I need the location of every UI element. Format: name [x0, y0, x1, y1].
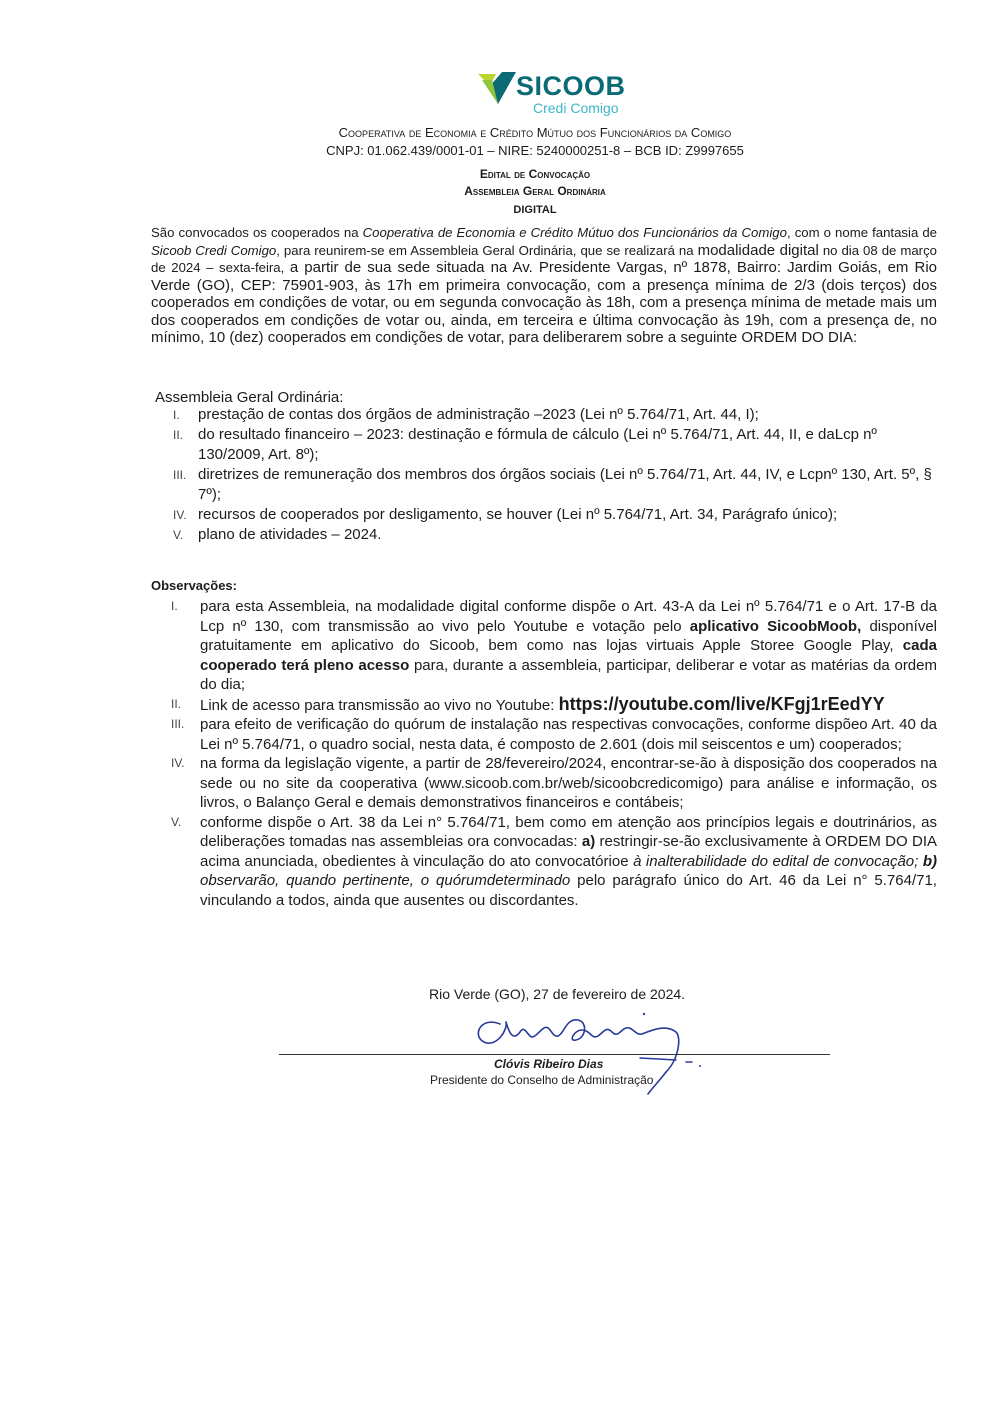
intro-part: , para reunirem-se em Assembleia Geral Ordinária, que se realizará na	[276, 242, 698, 258]
agenda-title: Assembleia Geral Ordinária:	[155, 389, 344, 406]
access-emphasis: cada cooperado terá pleno acesso	[200, 637, 937, 674]
agenda-item-text: recursos de cooperados por desligamento, se houver (Lei nº 5.764/71, Art. 34, Parágrafo único);	[198, 506, 838, 523]
assembly-mode: DIGITAL	[513, 204, 557, 216]
observation-number: IV.	[171, 756, 185, 770]
observation-text: pelo parágrafo único do Art. 46 da Lei n° 5.764/71, vinculando a todos, ainda que ausentes ou discordantes.	[200, 872, 937, 909]
convocation-paragraph	[151, 224, 937, 347]
date-location: Rio Verde (GO), 27 de fevereiro de 2024.	[429, 986, 686, 1002]
coop-name-header: Cooperativa de Economia e Crédito Mútuo dos Funcionários da Comigo	[338, 125, 732, 140]
agenda-item-text: diretrizes de remuneração dos membros dos órgãos sociais (Lei nº 5.764/71, Art. 44, IV, e Lcpnº 130, Art. 5º, § 7º);	[198, 466, 932, 503]
observation-number: I.	[171, 599, 178, 613]
sicoob-symbol-icon	[478, 72, 518, 106]
agenda-item	[155, 505, 941, 525]
edital-title: Edital de Convocação	[479, 167, 591, 181]
logo-subtitle: Credi Comigo	[533, 100, 619, 116]
observation-item	[151, 597, 937, 695]
agenda-item-number: IV.	[173, 508, 187, 522]
agenda-item	[155, 425, 941, 465]
intro-part: , com o nome fantasia de	[786, 225, 938, 240]
observation-text: para esta Assembleia, na modalidade digital conforme dispõe o Art. 43-A da Lei nº 5.764/71 e o Art. 17-B da Lcp nº 130, com transmissão ao vivo pelo Youtube e votação pelo	[200, 598, 937, 635]
observations-list	[151, 597, 937, 910]
observation-text: disponível gratuitamente em aplicativo do Sicoob, bem como nas lojas virtuais Apple Storee Google Play,	[200, 617, 937, 654]
agenda-item	[155, 465, 941, 505]
agenda-item	[155, 525, 941, 545]
agenda-item-number: III.	[173, 468, 187, 482]
observation-number: III.	[171, 717, 185, 731]
coop-registration: CNPJ: 01.062.439/0001-01 – NIRE: 5240000251-8 – BCB ID: Z9997655	[326, 143, 744, 158]
app-name: aplicativo SicoobMoob,	[689, 617, 862, 635]
intro-part: São convocados os cooperados na	[151, 225, 363, 240]
observation-text: para efeito de verificação do quórum de instalação nas respectivas convocações, conforme dispõeo Art. 40 da Lei nº 5.764/71, o quadro social, nesta data, é composto de 2.601 (dois mil seiscentos e um) cooperados;	[200, 716, 937, 753]
clause-b-marker: b)	[922, 852, 938, 870]
agenda-item-number: I.	[173, 408, 180, 422]
observations-title: Observações:	[151, 578, 237, 593]
observation-number: V.	[171, 814, 182, 829]
observation-item	[151, 754, 937, 813]
observation-item	[151, 695, 937, 716]
observation-text: Link de acesso para transmissão ao vivo no Youtube:	[200, 696, 559, 714]
observation-text: para, durante a assembleia, participar, deliberar e votar as matérias da ordem do dia;	[200, 656, 937, 693]
observation-text: restringir-se-ão exclusivamente à ORDEM DO DIA acima anunciada, obedientes à vinculação do ato convocatórioe	[200, 833, 937, 870]
agenda-item	[155, 405, 941, 425]
coop-name: Cooperativa de Economia e Crédito Mútuo dos Funcionários da Comigo	[362, 225, 787, 240]
signer-role: Presidente do Conselho de Administração	[430, 1073, 654, 1087]
clause-a-marker: a)	[581, 833, 596, 850]
agenda-list	[155, 405, 941, 545]
intro-part: no dia 08 de março de 2024 – sexta-feira,	[151, 242, 937, 275]
signature-line	[279, 1054, 830, 1055]
fantasy-name: Sicoob Credi Comigo	[151, 242, 277, 258]
agenda-item-number: II.	[173, 428, 184, 442]
observation-italic-text: observarão, quando pertinente, o quórumdeterminado	[200, 872, 571, 889]
mode-text: modalidade digital	[697, 241, 819, 259]
observation-text: conforme dispõe o Art. 38 da Lei n° 5.764/71, bem como em atenção aos princípios legais e doutrinários, as deliberações tomadas nas assembleias ora convocadas:	[200, 813, 937, 850]
logo-brand: SICOOB	[516, 71, 626, 101]
agenda-item-text: do resultado financeiro – 2023: destinação e fórmula de cálculo (Lei nº 5.764/71, Art. 44, II, e daLcp nº 130/2009, Art. 8º);	[198, 426, 877, 463]
observation-item	[151, 813, 937, 911]
observation-text: na forma da legislação vigente, a partir de 28/fevereiro/2024, encontrar-se-ão à disposição dos cooperados na sede ou no site da cooperativa (www.sicoob.com.br/web/sicoobcredicomigo) para análise e informação, os livros, o Balanço Geral e demais demonstrativos financeiros e contábeis;	[200, 755, 937, 811]
youtube-live-link[interactable]: https://youtube.com/live/KFgj1rEedYY	[558, 693, 885, 714]
observation-italic-text: à inalterabilidade do edital de convocação;	[633, 852, 923, 870]
intro-part: a partir de sua sede situada na Av. Presidente Vargas, nº 1878, Bairro: Jardim Goiás, em Rio Verde (GO), CEP: 75901-903, às 17h em primeira convocação, com a presença mínima de 2/3 (dois terços) dos cooperados em condições de votar, ou em segunda convocação às 18h, com a presença mínima de metade mais um dos cooperados em condições de votar ou, ainda, em terceira e última convocação às 19h, com a presença de, no mínimo, 10 (dez) cooperados em condições de votar, para deliberarem sobre a seguinte ORDEM DO DIA:	[151, 259, 937, 346]
agenda-item-text: prestação de contas dos órgãos de administração –2023 (Lei nº 5.764/71, Art. 44, I);	[198, 406, 759, 423]
sicoob-logo	[478, 70, 638, 120]
observation-number: II.	[171, 696, 182, 711]
agenda-item-number: V.	[173, 528, 184, 542]
signer-name: Clóvis Ribeiro Dias	[494, 1057, 604, 1071]
observation-item	[151, 715, 937, 754]
agenda-item-text: plano de atividades – 2024.	[198, 526, 382, 543]
assembly-title: Assembleia Geral Ordinária	[464, 184, 606, 198]
